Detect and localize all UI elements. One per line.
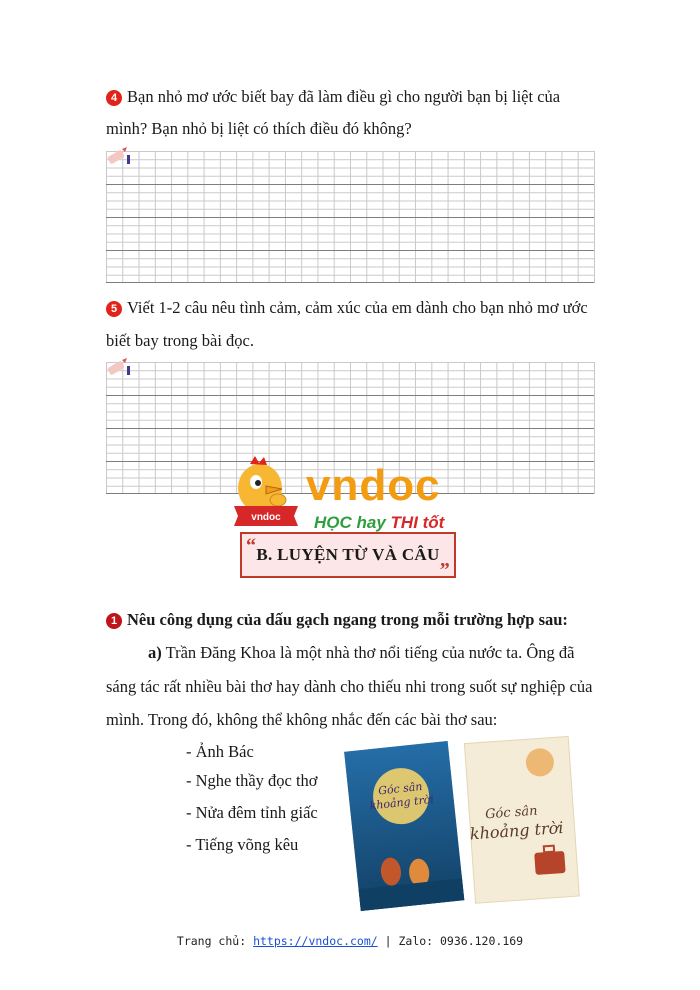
svg-text:Góc sân: Góc sân bbox=[484, 803, 539, 823]
question-5-text-1: Viết 1-2 câu nêu tình cảm, cảm xúc của em dành cho bạn nhỏ mơ ước bbox=[127, 298, 588, 317]
poem-list-item: - Nghe thầy đọc thơ bbox=[186, 771, 318, 790]
pencil-icon bbox=[106, 147, 132, 165]
quote-mark-icon: “ bbox=[246, 535, 257, 557]
section-heading-box bbox=[240, 532, 456, 581]
poem-list-item: - Nửa đêm tỉnh giấc bbox=[186, 803, 318, 822]
exercise-1a-line-3: mình. Trong đó, không thể không nhắc đến các bài thơ sau: bbox=[106, 710, 498, 729]
exercise-number-badge: 1 bbox=[106, 613, 122, 629]
footer-separator: | bbox=[377, 934, 399, 948]
question-5-line-1 bbox=[106, 298, 588, 318]
vndoc-logo bbox=[228, 456, 478, 536]
pencil-icon bbox=[106, 358, 132, 376]
section-title: B. LUYỆN TỪ VÀ CÂU bbox=[256, 545, 440, 564]
svg-text:khoảng trời: khoảng trời bbox=[469, 817, 564, 844]
book-cover-2 bbox=[464, 736, 580, 903]
book-covers-image bbox=[344, 734, 580, 914]
svg-text:khoảng trời: khoảng trời bbox=[369, 792, 435, 813]
question-4-text-1: Bạn nhỏ mơ ước biết bay đã làm điều gì cho người bạn bị liệt của bbox=[127, 87, 561, 106]
poem-list-item: - Ảnh Bác bbox=[186, 742, 254, 761]
logo-badge-text: vndoc bbox=[251, 512, 281, 523]
writing-grid-q4[interactable] bbox=[106, 151, 595, 283]
part-a-text-1: Trần Đăng Khoa là một nhà thơ nổi tiếng của nước ta. Ông đã bbox=[161, 643, 575, 662]
chicken-mascot-icon bbox=[238, 456, 286, 512]
logo-wordmark: vndoc bbox=[306, 461, 441, 510]
exercise-1a-line-2: sáng tác rất nhiều bài thơ hay dành cho thiếu nhi trong suốt sự nghiệp của bbox=[106, 677, 593, 696]
question-4-line-1 bbox=[106, 87, 560, 107]
part-a-label: a) bbox=[148, 643, 162, 662]
question-4-line-2: mình? Bạn nhỏ bị liệt có thích điều đó không? bbox=[106, 119, 412, 138]
footer-homepage-link[interactable]: https://vndoc.com/ bbox=[253, 934, 378, 948]
page-footer bbox=[0, 934, 700, 948]
exercise-1-prompt: Nêu công dụng của dấu gạch ngang trong mỗi trường hợp sau: bbox=[127, 610, 568, 629]
exercise-1-prompt-line bbox=[106, 610, 568, 630]
question-number-badge: 4 bbox=[106, 90, 122, 106]
exercise-1a-line-1 bbox=[148, 643, 574, 663]
book-cover-1 bbox=[344, 741, 464, 911]
poem-list-item: - Tiếng võng kêu bbox=[186, 835, 299, 854]
svg-text:Góc sân: Góc sân bbox=[377, 779, 424, 798]
logo-slogan: HỌC hay THI tốt bbox=[314, 513, 445, 532]
footer-zalo: Zalo: 0936.120.169 bbox=[398, 934, 524, 948]
footer-prefix: Trang chủ: bbox=[176, 934, 254, 948]
question-5-line-2: biết bay trong bài đọc. bbox=[106, 331, 255, 350]
question-number-badge: 5 bbox=[106, 301, 122, 317]
quote-mark-icon: ” bbox=[439, 559, 450, 581]
